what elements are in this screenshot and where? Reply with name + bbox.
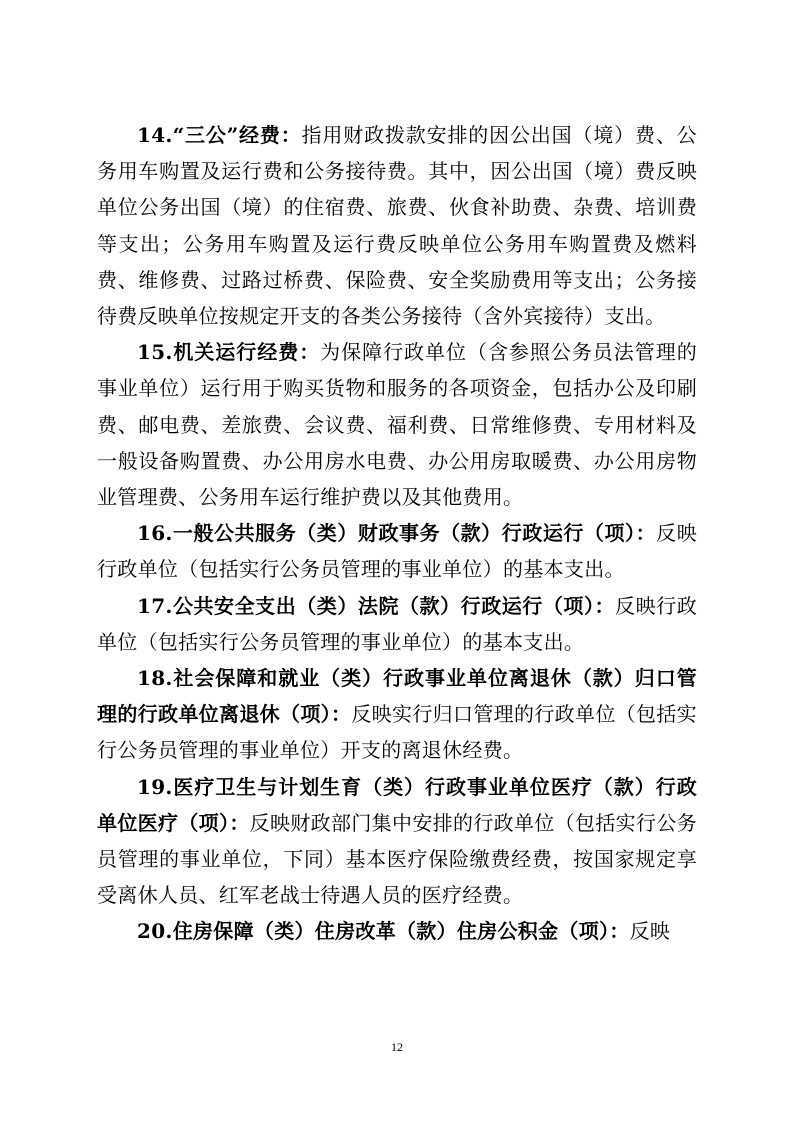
term-heading: 15.机关运行经费： [137,340,321,365]
term-heading: 14.“三公”经费： [137,123,302,147]
page-number: 12 [391,1040,403,1054]
paragraph-16 [97,515,697,587]
term-heading: 16.一般公共服务（类）财政事务（款）行政运行（项）： [137,521,657,546]
term-definition: 指用财政拨款安排的因公出国（境）费、公务用车购置及运行费和公务接待费。其中，因公出国（境）费反映单位公务出国（境）的住宿费、旅费、伙食补助费、杂费、培训费等支出；公务用车购置及运行费反映单位公务用车购置费及燃料费、维修费、过路过桥费、保险费、安全奖励费用等支出；公务接待费反映单位按规定开支的各类公务接待（含外宾接待）支出。 [97,123,697,329]
term-definition: 反映 [629,919,671,944]
term-definition: 反映实行归口管理的行政单位（包括实行公务员管理的事业单位）开支的离退休经费。 [97,702,697,763]
term-definition: 反映财政部门集中安排的行政单位（包括实行公务员管理的事业单位，下同）基本医疗保险缴费经费，按国家规定享受离休人员、红军老战士待遇人员的医疗经费。 [97,810,697,908]
term-heading: 20.住房保障（类）住房改革（款）住房公积金（项）： [137,919,630,944]
paragraph-14 [97,117,697,334]
term-definition: 反映行政单位（包括实行公务员管理的事业单位）的基本支出。 [97,521,697,582]
term-heading: 18.社会保障和就业（类）行政事业单位离退休（款）归口管理的行政单位离退休（项）： [97,666,697,727]
document-body [97,117,697,950]
term-heading: 19.医疗卫生与计划生育（类）行政事业单位医疗（款）行政单位医疗（项）： [97,774,697,835]
term-definition: 为保障行政单位（含参照公务员法管理的事业单位）运行用于购买货物和服务的各项资金，包括办公及印刷费、邮电费、差旅费、会议费、福利费、日常维修费、专用材料及一般设备购置费、办公用房水电费、办公用房取暖费、办公用房物业管理费、公务用车运行维护费以及其他费用。 [97,340,697,510]
term-heading: 17.公共安全支出（类）法院（款）行政运行（项）： [137,593,616,618]
paragraph-15 [97,334,697,515]
paragraph-20 [97,913,697,949]
paragraph-17 [97,588,697,660]
term-definition: 反映行政单位（包括实行公务员管理的事业单位）的基本支出。 [97,593,697,654]
paragraph-18 [97,660,697,769]
paragraph-19 [97,769,697,914]
